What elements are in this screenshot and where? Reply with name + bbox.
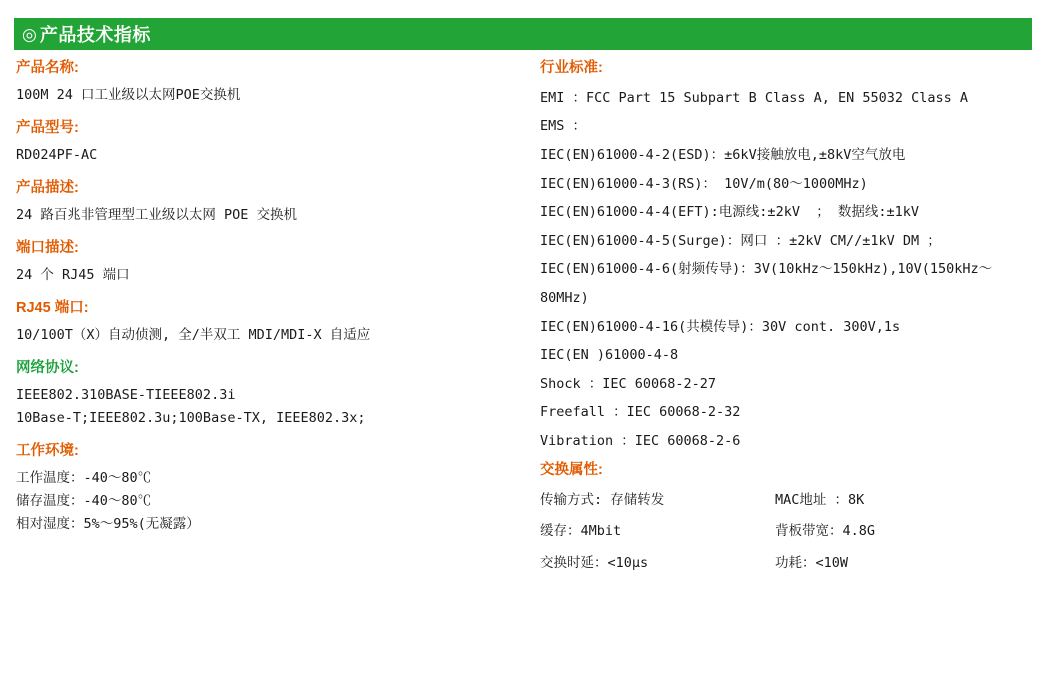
standard-line: EMI ：FCC Part 15 Subpart B Class A, EN 55032 Class A	[540, 89, 969, 106]
section-title: 端口描述:	[16, 239, 79, 256]
content-columns	[0, 58, 1046, 590]
section-line: 储存温度：-40～80℃	[16, 493, 152, 509]
section-switch-attributes	[540, 460, 1046, 579]
section-line: 100M 24 口工业级以太网POE交换机	[16, 86, 241, 103]
page-header-bar	[14, 18, 1032, 50]
attribute-value: 功耗：<10W	[775, 554, 849, 571]
left-column	[0, 58, 520, 590]
standard-line: IEC(EN)61000-4-16(共模传导)：30V cont. 300V,1s	[540, 318, 901, 335]
section-title: RJ45 端口:	[16, 299, 89, 316]
attribute-label: 交换时延：<10μs	[540, 554, 649, 571]
attribute-label: 传输方式: 存储转发	[540, 492, 665, 509]
standard-line: Freefall ：IEC 60068-2-32	[540, 404, 741, 421]
section-port-description	[16, 238, 520, 287]
standard-line: Shock ：IEC 60068-2-27	[540, 375, 717, 392]
page-title: 产品技术指标	[39, 25, 151, 45]
section-line: 10/100T（X）自动侦测, 全/半双工 MDI/MDI-X 自适应	[16, 326, 371, 343]
standard-line: IEC(EN)61000-4-4(EFT):电源线:±2kV ； 数据线:±1kV	[540, 204, 919, 221]
section-line: IEEE802.310BASE-TIEEE802.3i	[16, 386, 236, 403]
section-title: 行业标准:	[540, 60, 603, 76]
section-product-description	[16, 178, 520, 227]
section-line: 相对湿度：5%～95%(无凝露）	[16, 516, 200, 533]
standard-line: EMS ：	[540, 118, 587, 135]
switch-attributes-grid	[540, 485, 1046, 578]
section-title: 产品型号:	[16, 119, 79, 136]
standard-line: Vibration ：IEC 60068-2-6	[540, 433, 741, 450]
section-title: 工作环境:	[16, 443, 79, 460]
attribute-value: MAC地址 ：8K	[775, 492, 865, 509]
right-column	[520, 58, 1046, 590]
standard-line: IEC(EN)61000-4-6(射频传导)：3V(10kHz～150kHz),10V(150kHz～	[540, 261, 993, 278]
circle-target-icon: ◎	[22, 24, 37, 44]
section-network-protocol	[16, 358, 520, 430]
section-product-model	[16, 118, 520, 167]
standard-line: IEC(EN)61000-4-3(RS)： 10V/m(80～1000MHz)	[540, 175, 868, 192]
standard-line: IEC(EN)61000-4-2(ESD)：±6kV接触放电,±8kV空气放电	[540, 146, 906, 163]
attribute-value: 背板带宽：4.8G	[775, 523, 876, 540]
section-product-name	[16, 58, 520, 107]
section-rj45-port	[16, 298, 520, 347]
standard-line: 80MHz)	[540, 290, 589, 307]
section-title: 产品描述:	[16, 179, 79, 196]
section-line: 10Base-T;IEEE802.3u;100Base-TX, IEEE802.3x;	[16, 409, 366, 426]
standard-line: IEC(EN)61000-4-5(Surge)：网口 ：±2kV CM//±1kV DM ；	[540, 232, 941, 249]
section-title: 网络协议:	[16, 359, 79, 376]
section-title: 产品名称:	[16, 60, 79, 76]
section-title: 交换属性:	[540, 461, 603, 478]
section-working-environment	[16, 441, 520, 536]
section-line: 24 个 RJ45 端口	[16, 266, 130, 283]
attribute-label: 缓存：4Mbit	[540, 523, 622, 540]
standard-line: IEC(EN )61000-4-8	[540, 347, 679, 364]
section-industry-standards	[540, 58, 1046, 456]
section-line: RD024PF-AC	[16, 146, 98, 163]
section-line: 24 路百兆非管理型工业级以太网 POE 交换机	[16, 206, 298, 223]
section-line: 工作温度：-40～80℃	[16, 469, 152, 486]
